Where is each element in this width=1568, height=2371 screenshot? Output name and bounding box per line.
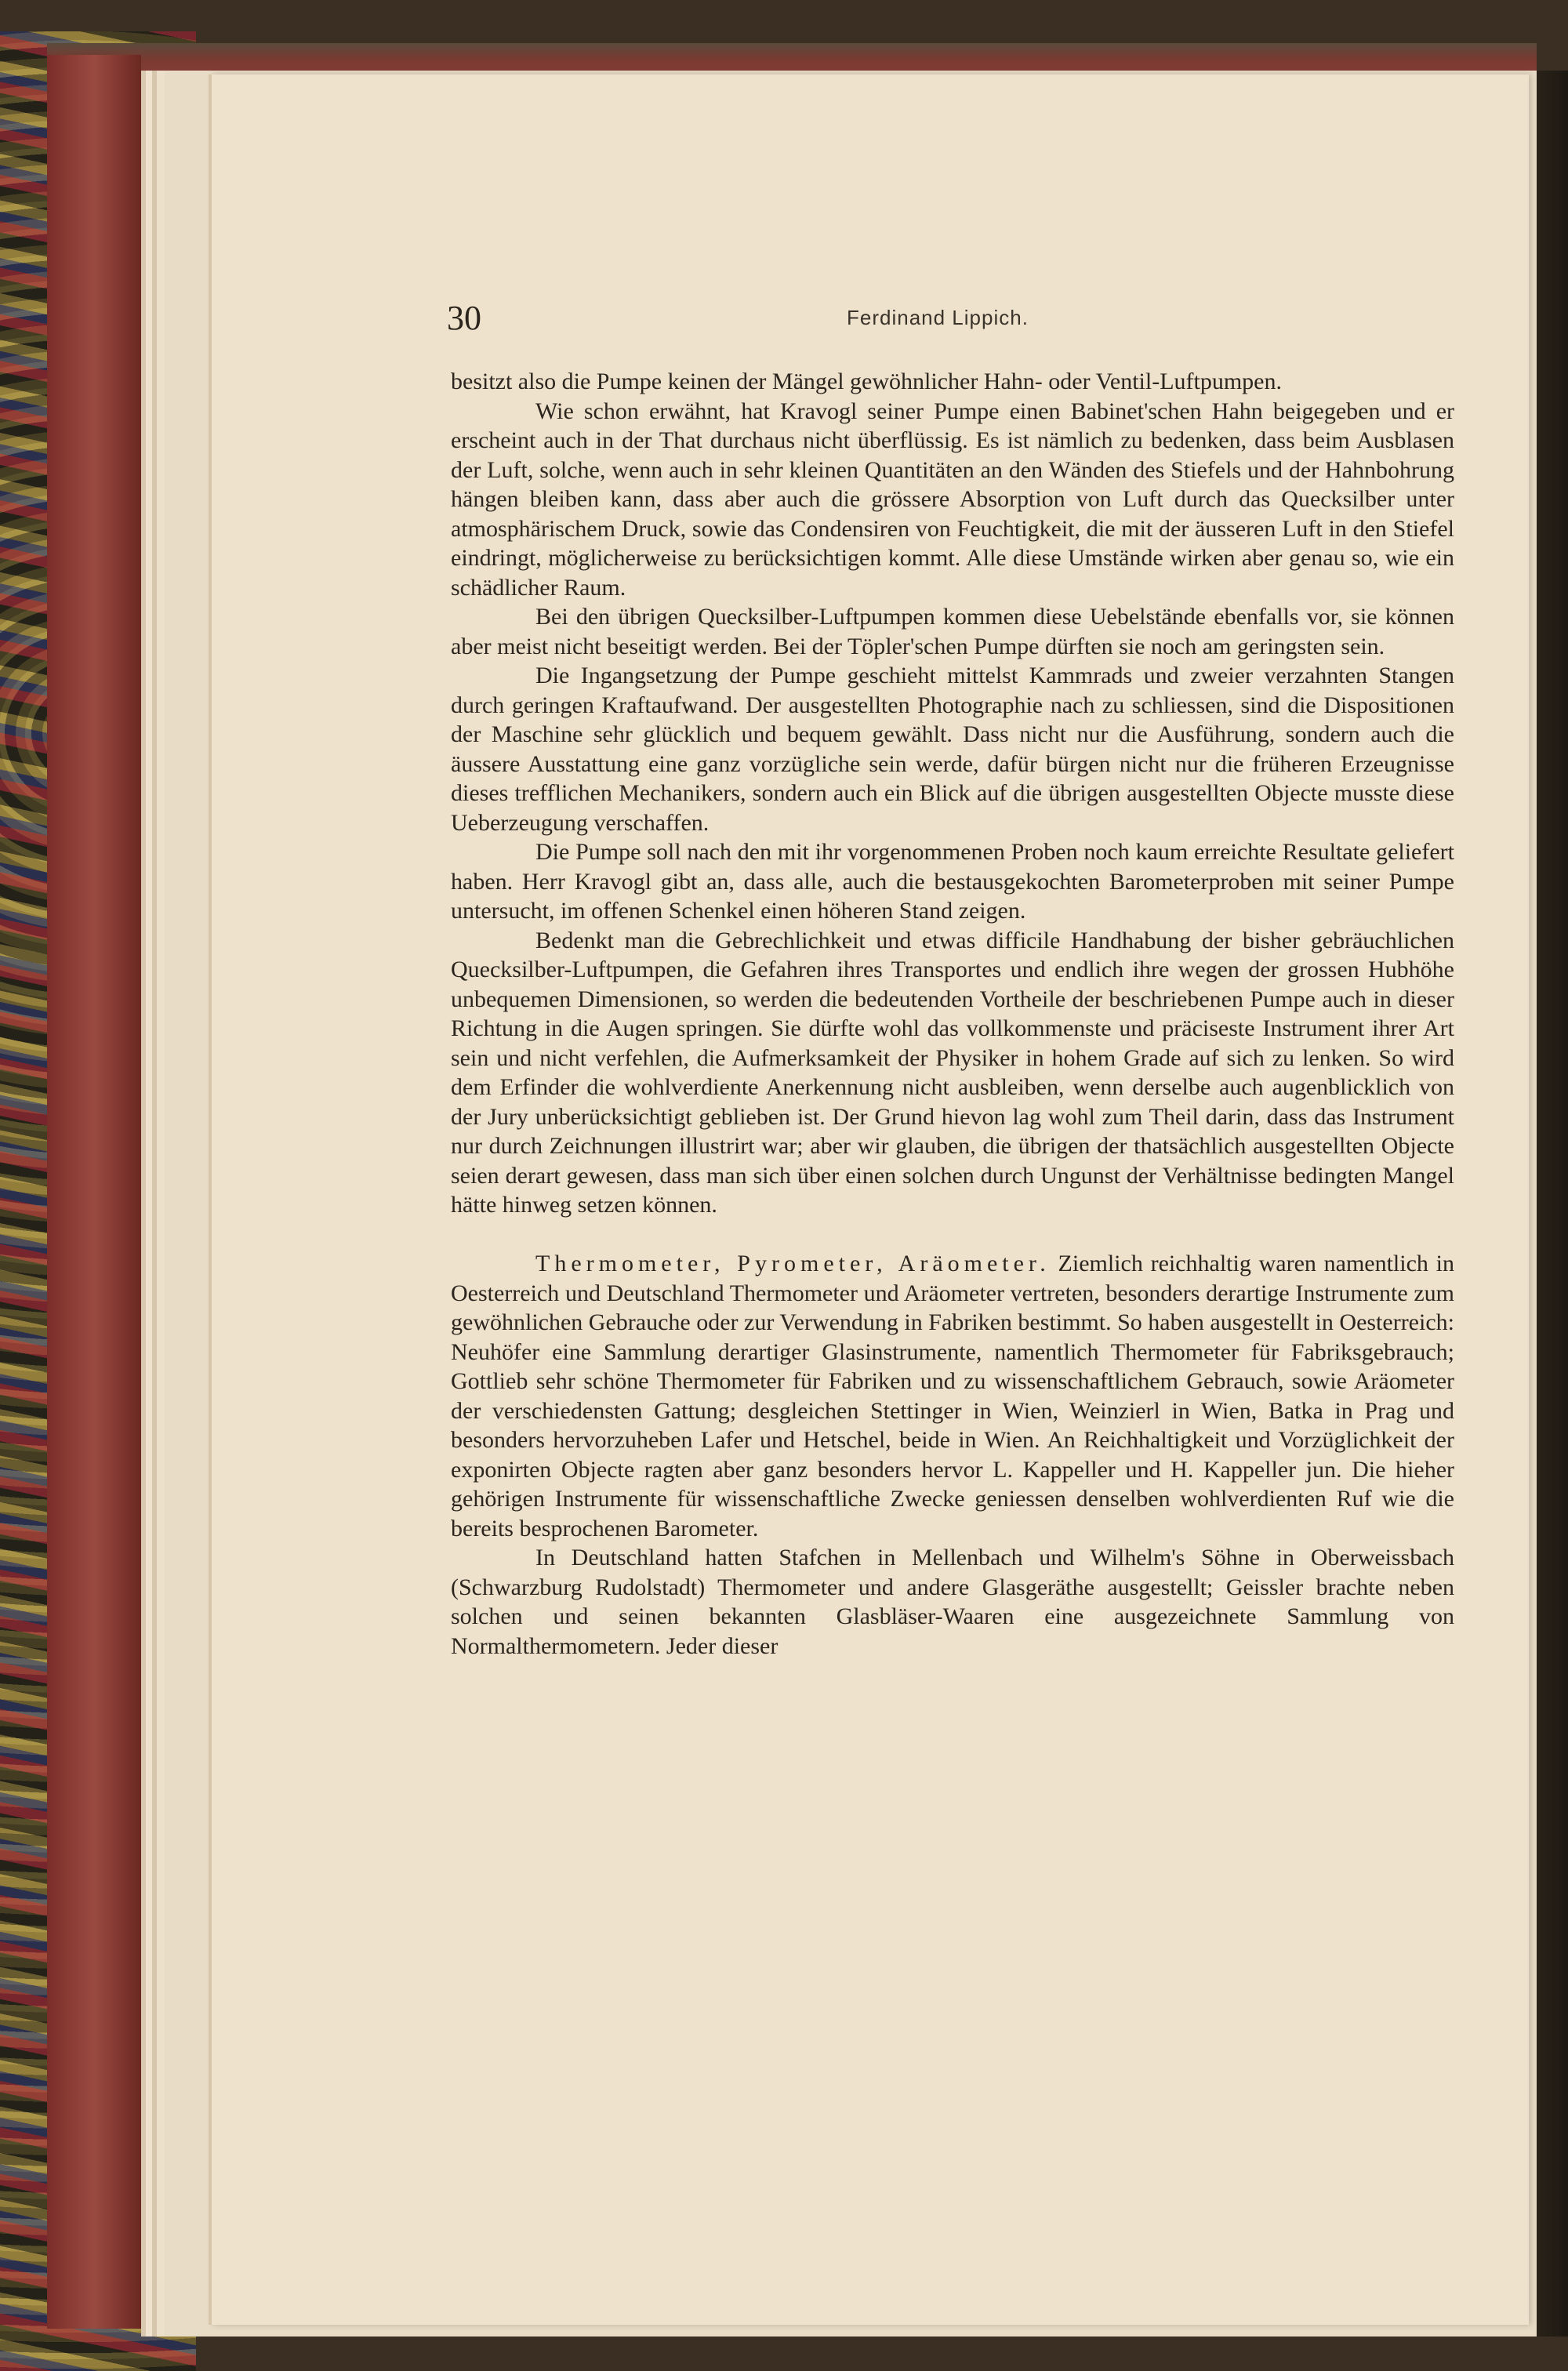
section-paragraph — [451, 1249, 1454, 1543]
paragraph: Wie schon erwähnt, hat Kravogl seiner Pumpe einen Babinet'schen Hahn beigegeben und er erscheint auch in der That durchaus nicht überflüssig. Es ist nämlich zu bedenken, dass beim Ausblasen der Luft, solche, wenn auch in sehr kleinen Quantitäten an den Wänden des Stiefels und der Hahnbohrung hängen bleiben kann, dass aber auch die grössere Absorption von Luft durch das Quecksilber unter atmosphärischem Druck, sowie das Condensiren von Feuchtigkeit, die mit der äusseren Luft in den Stiefel eindringt, möglicherweise zu berücksichtigen kommt. Alle diese Umstände wirken aber genau so, wie ein schädlicher Raum. — [451, 398, 1454, 601]
paragraph: Die Pumpe soll nach den mit ihr vorgenommenen Proben noch kaum erreichte Resultate geliefert haben. Herr Kravogl gibt an, dass alle, auch die bestausgekochten Barometerproben mit seiner Pumpe untersucht, im offenen Schenkel einen höheren Stand zeigen. — [451, 839, 1454, 924]
paragraph: Bedenkt man die Gebrechlichkeit und etwas difficile Handhabung der bisher gebräuchlichen Quecksilber-Luftpumpen, die Gefahren ihres Transportes und endlich ihre wegen der grossen Hubhöhe unbequemen Dimensionen, so werden die bedeutenden Vortheile der beschriebenen Pumpe auch in dieser Richtung in die Augen springen. Sie dürfte wohl das vollkommenste und präciseste Instrument ihrer Art sein und nicht verfehlen, die Aufmerksamkeit der Physiker in hohem Grade auf sich zu lenken. So wird dem Erfinder die wohlverdiente Anerkennung nicht ausbleiben, wenn derselbe auch augenblicklich von der Jury unberücksichtigt geblieben ist. Der Grund hievon lag wohl zum Theil darin, dass das Instrument nur durch Zeichnungen illustrirt war; aber wir glauben, die übrigen der thatsächlich ausgestellten Objecte seien derart gewesen, dass man sich über einen solchen durch Ungunst der Verhältnisse bedingten Mangel hätte hinweg setzen können. — [451, 927, 1454, 1218]
paragraph: besitzt also die Pumpe keinen der Mängel gewöhnlicher Hahn- oder Ventil-Luftpumpen. — [451, 369, 1282, 394]
paragraph: Bei den übrigen Quecksilber-Luftpumpen kommen diese Uebelstände ebenfalls vor, sie können aber meist nicht beseitigt werden. Bei der Töpler'schen Pumpe dürften sie noch am geringsten sein. — [451, 604, 1454, 659]
book-right-edge — [1537, 71, 1568, 2337]
section-text: Ziemlich reichhaltig waren namentlich in Oesterreich und Deutschland Thermometer und Aräometer vertreten, besonders derartige Instrumente zum gewöhnlichen Gebrauche oder zur Verwendung in Fabriken bestimmt. So haben ausgestellt in Oesterreich: Neuhöfer eine Sammlung derartiger Glasinstrumente, namentlich Thermometer für Fabriksgebrauch; Gottlieb sehr schöne Thermometer für Fabriken und zu wissenschaftlichem Gebrauch, sowie Aräometer der verschiedensten Gattung; desgleichen Stettinger in Wien, Weinzierl in Wien, Batka in Prag und besonders hervorzuheben Lafer und Hetschel, beide in Wien. An Reichhaltigkeit und Vorzüglichkeit der exponirten Objecte ragten aber ganz besonders hervor L. Kappeller und H. Kappeller jun. Die hieher gehörigen Instrumente für wissenschaftliche Zwecke geniessen denselben wohlverdienten Ruf wie die bereits besprochenen Barometer. — [451, 1251, 1455, 1541]
paragraph: In Deutschland hatten Stafchen in Mellenbach und Wilhelm's Söhne in Oberweissbach (Schwarzburg Rudolstadt) Thermometer und andere Glasgeräthe ausgestellt; Geissler brachte neben solchen und seinen bekannten Glasbläser-Waaren eine ausgezeichnete Sammlung von Normalthermometern. Jeder dieser — [451, 1545, 1454, 1659]
page-header — [447, 298, 1466, 345]
section-heading: Thermometer, Pyrometer, Aräometer. — [535, 1251, 1051, 1276]
body-text — [451, 367, 1454, 1661]
page-number: 30 — [447, 299, 481, 337]
paragraph: Die Ingangsetzung der Pumpe geschieht mittelst Kammrads und zweier verzahnten Stangen durch geringen Kraftaufwand. Der ausgestellten Photographie nach zu schliessen, sind die Dispositionen der Maschine sehr glücklich und bequem gewählt. Dass nicht nur die Ausführung, sondern auch die äussere Ausstattung eine ganz vorzügliche sein werde, dafür bürgen nicht nur die früheren Erzeugnisse dieses trefflichen Mechanikers, sondern auch ein Blick auf die übrigen ausgestellten Objecte musste diese Ueberzeugung verschaffen. — [451, 663, 1454, 836]
book-binding — [47, 55, 141, 2329]
running-head: Ferdinand Lippich. — [847, 306, 1029, 329]
